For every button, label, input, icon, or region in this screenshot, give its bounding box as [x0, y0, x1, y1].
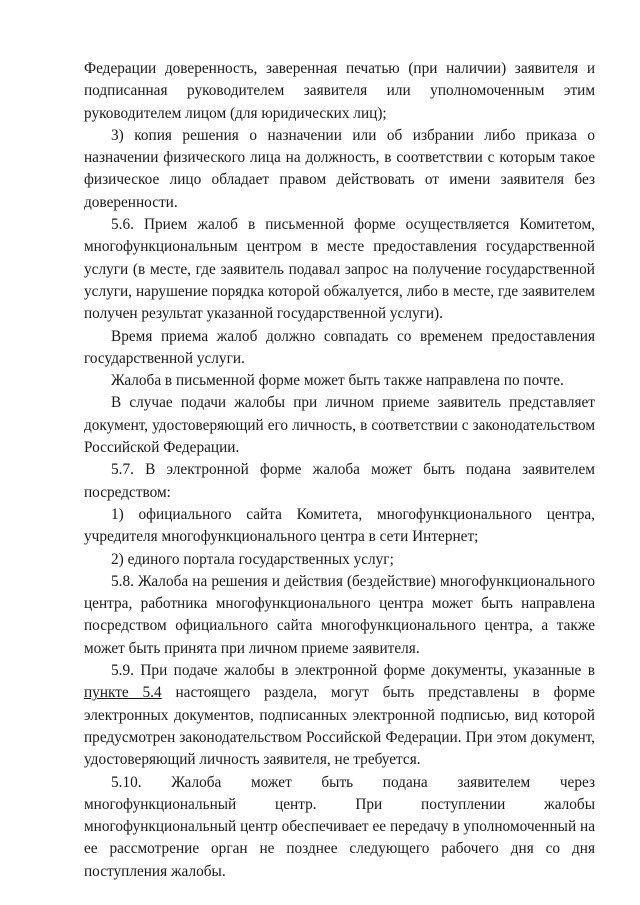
paragraph-5-9-before: 5.9. При подаче жалобы в электронной форме документы, указанные в [111, 662, 595, 680]
paragraph-5-8: 5.8. Жалоба на решения и действия (бездействие) многофункционального центра, работника многофункционального центра может быть направлена посредством официального сайта многофункционального центра, а также может быть принята при личном приеме заявителя. [84, 572, 595, 657]
clause-link-5-4[interactable]: пункте 5.4 [84, 684, 162, 702]
document-body [84, 58, 595, 883]
paragraph-reception-time: Время приема жалоб должно совпадать со временем предоставления государственной услуги. [84, 327, 595, 367]
paragraph-item-3: 3) копия решения о назначении или об избрании либо приказа о назначении физического лица на должность, в соответствии с которым такое физическое лицо обладает правом действовать от имени заявителя без доверенности. [84, 126, 595, 211]
paragraph-5-7-item-1: 1) официального сайта Комитета, многофункционального центра, учредителя многофункционального центра в сети Интернет; [84, 505, 595, 546]
paragraph-continuation: Федерации доверенность, заверенная печатью (при наличии) заявителя и подписанная руководителем заявителя или уполномоченным этим руководителем лицом (для юридических лиц); [84, 60, 595, 122]
paragraph-5-10: 5.10. Жалоба может быть подана заявителем через многофункциональный центр. При поступлении жалобы многофункциональный центр обеспечивает ее передачу в уполномоченный на ее рассмотрение орган не позднее следующего рабочего дня со дня поступления жалобы. [84, 773, 595, 880]
paragraph-5-9-after: настоящего раздела, могут быть представлены в форме электронных документов, подписанных электронной подписью, вид которой предусмотрен законодательством Российской Федерации. При этом документ, удостоверяющий личность заявителя, не требуется. [84, 684, 596, 769]
paragraph-mail: Жалоба в письменной форме может быть также направлена по почте. [111, 372, 564, 390]
paragraph-5-6: 5.6. Прием жалоб в письменной форме осуществляется Комитетом, многофункциональным центром в месте предоставления государственной услуги (в месте, где заявитель подавал запрос на получение государственной услуги, нарушение порядка которой обжалуется, либо в месте, где заявителем получен результат указанной государственной услуги). [84, 216, 595, 323]
paragraph-personal-reception: В случае подачи жалобы при личном приеме заявитель представляет документ, удостоверяющий его личность, в соответствии с законодательством Российской Федерации. [84, 394, 595, 457]
paragraph-5-7: 5.7. В электронной форме жалоба может быть подана заявителем посредством: [84, 461, 595, 501]
paragraph-5-7-item-2: 2) единого портала государственных услуг; [111, 550, 394, 568]
paragraph-5-9 [84, 660, 595, 771]
